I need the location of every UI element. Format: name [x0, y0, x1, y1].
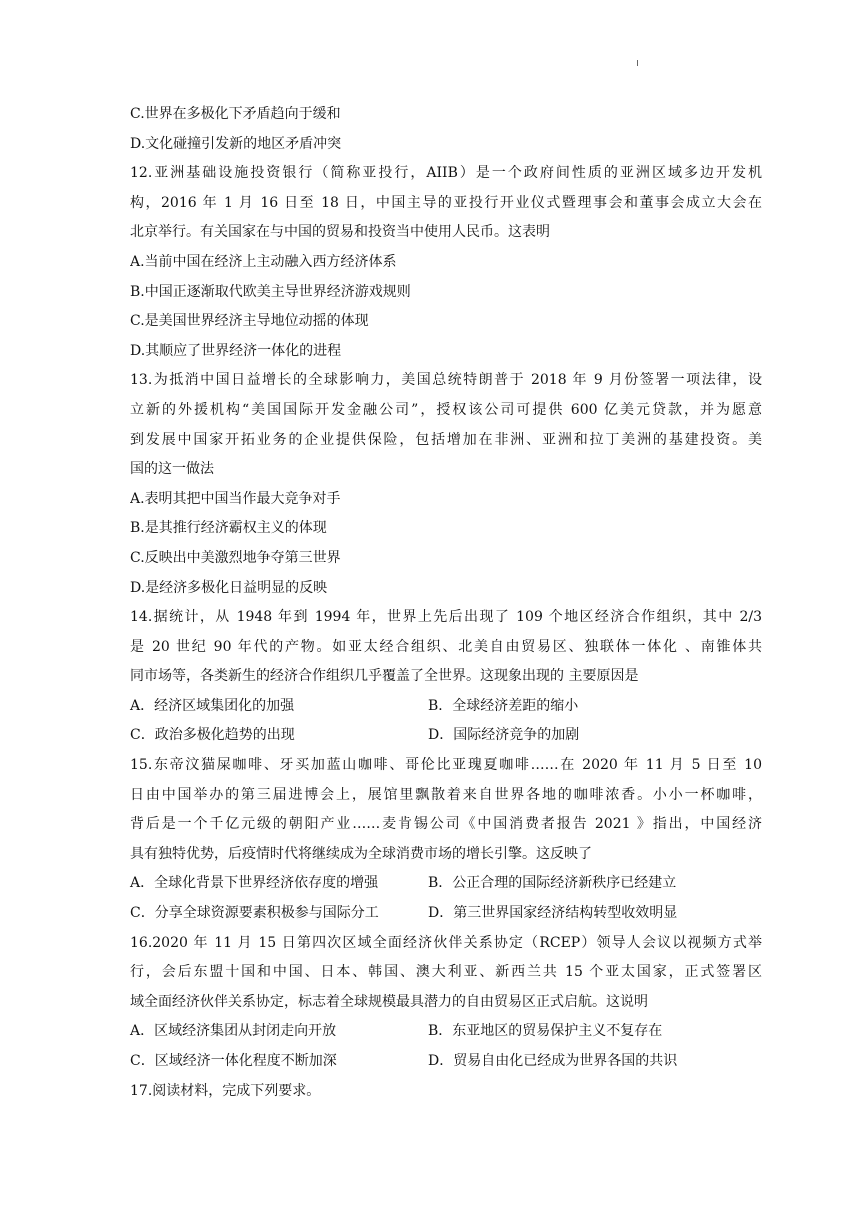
- q16-stem-line-1: 16.2020 年 11 月 15 日第四次区域全面经济伙伴关系协定（RCEP）领导人会议以视频方式举: [130, 934, 762, 951]
- q16-stem-line-2: 行，会后东盟十国和中国、日本、韩国、澳大利亚、新西兰共 15 个亚太国家，正式签署区: [130, 964, 762, 981]
- q13-stem-line-4: 国的这一做法: [130, 461, 214, 478]
- q15-options-row-2: [130, 899, 762, 929]
- q14-option-c: C．政治多极化趋势的出现: [130, 727, 295, 744]
- q14-stem-line-2: 是 20 世纪 90 年代的产物。如亚太经合组织、北美自由贸易区、独联体一体化 、南锥体共: [130, 638, 762, 655]
- page-mark: [637, 60, 638, 66]
- q12-option-c: C.是美国世界经济主导地位动摇的体现: [130, 313, 369, 330]
- q16-stem-line-3: 域全面经济伙伴关系协定，标志着全球规模最具潜力的自由贸易区正式启航。这说明: [130, 993, 648, 1010]
- q16-options-row-1: [130, 1017, 762, 1047]
- q13-stem-line-1: 13.为抵消中国日益增长的全球影响力，美国总统特朗普于 2018 年 9 月份签署一项法律，设: [130, 372, 762, 389]
- q12-option-a: A.当前中国在经济上主动融入西方经济体系: [130, 253, 397, 270]
- q15-option-d: D．第三世界国家经济结构转型收效明显: [428, 905, 678, 922]
- q15-stem-line-3: 背后是一个千亿元级的朝阳产业……麦肯锡公司《中国消费者报告 2021 》指出，中国经济: [130, 816, 762, 833]
- q14-options-row-2: [130, 721, 762, 751]
- q14-option-d: D．国际经济竞争的加剧: [428, 727, 580, 744]
- q13-option-c: C.反映出中美激烈地争夺第三世界: [130, 549, 341, 566]
- document-body: [130, 100, 762, 1106]
- q16-option-b: B．东亚地区的贸易保护主义不复存在: [428, 1023, 663, 1040]
- q13-option-b: B.是其推行经济霸权主义的体现: [130, 520, 327, 537]
- q15-stem-line-2: 日由中国举办的第三届进博会上，展馆里飘散着来自世界各地的咖啡浓香。小小一杯咖啡，: [130, 786, 762, 803]
- q14-option-b: B．全球经济差距的缩小: [428, 697, 579, 714]
- q16-option-a: A．区域经济集团从封闭走向开放: [130, 1023, 337, 1040]
- q15-stem-line-4: 具有独特优势，后疫情时代将继续成为全球消费市场的增长引擎。这反映了: [130, 845, 592, 862]
- q15-option-b: B．公正合理的国际经济新秩序已经建立: [428, 875, 677, 892]
- q11-option-d: D.文化碰撞引发新的地区矛盾冲突: [130, 135, 342, 152]
- q14-stem-line-1: 14.据统计，从 1948 年到 1994 年，世界上先后出现了 109 个地区经济合作组织，其中 2/3: [130, 609, 762, 626]
- q16-option-c: C．区域经济一体化程度不断加深: [130, 1053, 337, 1069]
- q15-option-c: C．分享全球资源要素积极参与国际分工: [130, 905, 379, 922]
- q15-stem-line-1: 15.东帝汶猫屎咖啡、牙买加蓝山咖啡、哥伦比亚瑰夏咖啡……在 2020 年 11 月 5 日至 10: [130, 757, 762, 774]
- q12-stem-line-1: 12.亚洲基础设施投资银行（简称亚投行，AIIB）是一个政府间性质的亚洲区域多边开发机: [130, 165, 762, 182]
- q12-option-d: D.其顺应了世界经济一体化的进程: [130, 342, 342, 359]
- q15-option-a: A．全球化背景下世界经济依存度的增强: [130, 875, 379, 892]
- q12-option-b: B.中国正逐渐取代欧美主导世界经济游戏规则: [130, 283, 411, 300]
- q13-stem-line-2: 立新的外援机构“美国国际开发金融公司”，授权该公司可提供 600 亿美元贷款，并为愿意: [130, 401, 762, 418]
- q14-stem-line-3: 同市场等，各类新生的经济合作组织几乎覆盖了全世界。这现象出现的 主要原因是: [130, 668, 639, 685]
- q11-option-c: C.世界在多极化下矛盾趋向于缓和: [130, 106, 341, 122]
- q15-options-row-1: [130, 869, 762, 899]
- q12-stem-line-2: 构，2016 年 1 月 16 日至 18 日，中国主导的亚投行开业仪式暨理事会和董事会成立大会在: [130, 194, 762, 211]
- q13-stem-line-3: 到发展中国家开拓业务的企业提供保险，包括增加在非洲、亚洲和拉丁美洲的基建投资。美: [130, 431, 762, 448]
- q13-option-a: A.表明其把中国当作最大竞争对手: [130, 490, 341, 507]
- q14-options-row-1: [130, 692, 762, 722]
- q13-option-d: D.是经济多极化日益明显的反映: [130, 579, 328, 596]
- q16-option-d: D．贸易自由化已经成为世界各国的共识: [428, 1053, 678, 1069]
- q17-stem-line-1: 17.阅读材料，完成下列要求。: [130, 1082, 321, 1099]
- q16-options-row-2: [130, 1047, 762, 1077]
- q12-stem-line-3: 北京举行。有关国家在与中国的贸易和投资当中使用人民币。这表明: [130, 224, 550, 241]
- q14-option-a: A．经济区域集团化的加强: [130, 697, 295, 714]
